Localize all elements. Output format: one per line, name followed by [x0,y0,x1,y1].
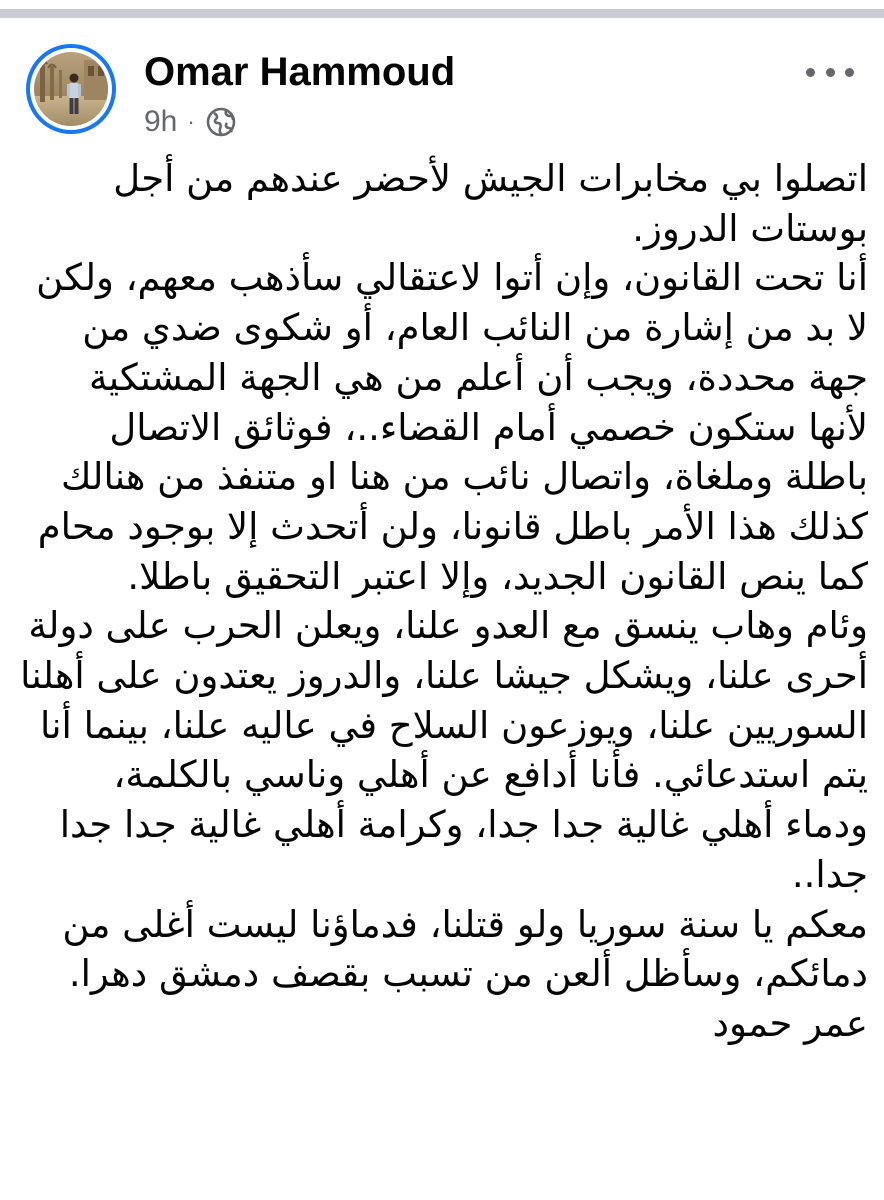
more-horizontal-icon [806,68,815,77]
post-paragraph: وئام وهاب ينسق مع العدو علنا، ويعلن الحرب على دولة أحرى علنا، ويشكل جيشا علنا، والدروز يعتدون على أهلنا السوريين علنا، ويوزعون السلاح في عاليه علنا، بينما أنا يتم استدعائي. فأنا أدافع عن أهلي وناسي بالكلمة، ودماء أهلي غالية جدا جدا، وكرامة أهلي غالية جدا جدا جدا.. [20,604,868,896]
post-time[interactable]: 9h [144,105,178,138]
post-divider [0,9,884,18]
avatar[interactable] [26,44,116,134]
more-options-button[interactable] [806,60,854,84]
post-paragraph: معكم يا سنة سوريا ولو قتلنا، فدماؤنا ليست أغلى من دمائكم، وسأظل ألعن من تسبب بقصف دمشق دهرا. [62,902,868,996]
avatar-photo [34,52,108,126]
meta-separator: · [187,109,195,134]
globe-icon[interactable] [205,106,237,138]
post-paragraph: أنا تحت القانون، وإن أتوا لاعتقالي سأذهب معهم، ولكن لا بد من إشارة من النائب العام، أو شكوى ضدي من جهة محددة، ويجب أن أعلم من هي الجهة المشتكية لأنها ستكون خصمي أمام القضاء..، فوثائق الاتصال باطلة وملغاة، واتصال نائب من هنا او متنفذ من هنالك كذلك هذا الأمر باطل قانونا، ولن أتحدث إلا بوجود محام كما ينص القانون الجديد، وإلا اعتبر التحقيق باطلا. [36,256,868,598]
post-header [0,18,884,148]
post-text [20,154,868,1194]
author-name[interactable]: Omar Hammoud [144,50,456,94]
more-horizontal-icon [845,68,854,77]
post-signature: عمر حمود [712,1001,868,1045]
more-horizontal-icon [826,68,835,77]
post-paragraph: اتصلوا بي مخابرات الجيش لأحضر عندهم من أجل بوستات الدروز. [113,157,868,250]
post-meta [144,104,237,140]
